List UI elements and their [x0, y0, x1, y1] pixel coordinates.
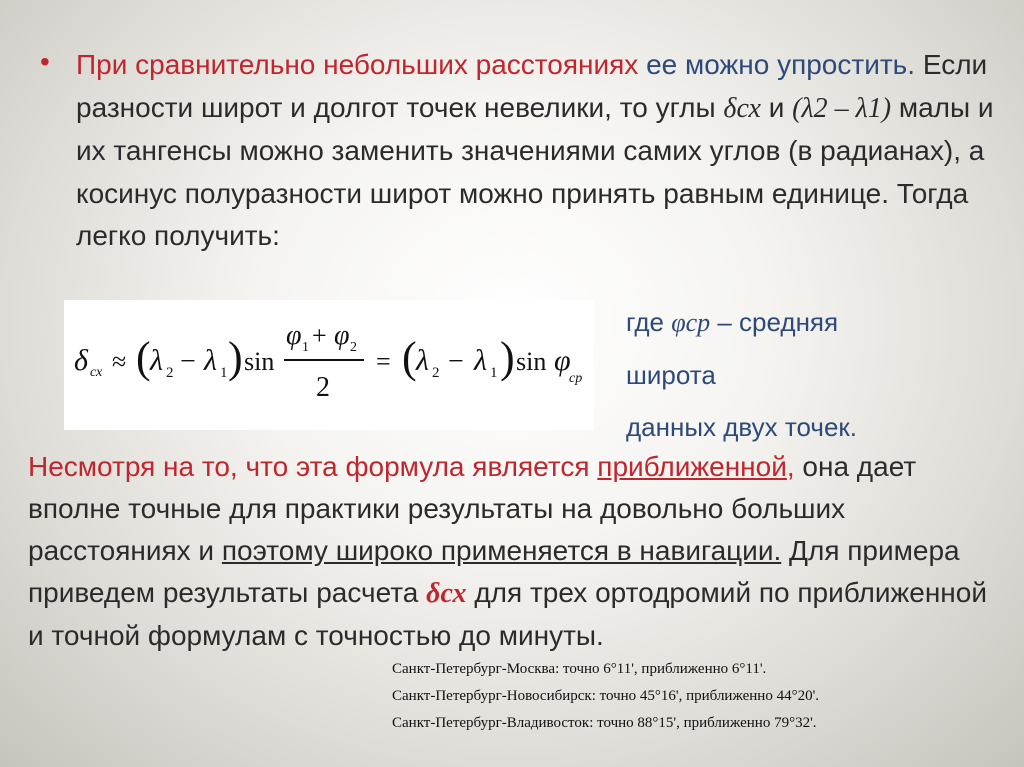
formula-phi-1: φ — [286, 320, 302, 351]
lambda-difference-symbol: (λ2 – λ1) — [792, 92, 892, 124]
formula-lambda-2b: λ — [416, 344, 429, 377]
conclusion-underlined: поэтому широко применяется в навигации. — [221, 535, 782, 566]
approximate-comma: , — [786, 451, 795, 482]
bullet-point: • — [40, 46, 50, 77]
result-line-novosibirsk: Санкт-Петербург-Новосибирск: точно 45°16', приближенно 44°20'. — [392, 688, 820, 704]
explanation-line-2: широта — [626, 360, 716, 390]
formula-denominator: 2 — [316, 372, 330, 403]
formula-lambda-1-sub: 1 — [220, 365, 228, 381]
formula-phi-cp-sub: ср — [569, 371, 583, 386]
formula-image — [64, 300, 594, 430]
formula-minus-1: − — [180, 346, 196, 377]
explanation-line-1 — [626, 296, 986, 349]
intro-blue-phrase: ее можно упростить. — [646, 49, 916, 80]
result-line-vladivostok: Санкт-Петербург-Владивосток: точно 88°15', приближенно 79°32'. — [392, 715, 817, 731]
formula-phi-cp: φ — [554, 344, 571, 377]
explanation-mean: – средняя — [717, 307, 839, 337]
formula-paren-open-2: ( — [402, 333, 417, 382]
intro-and: и — [768, 91, 785, 123]
formula-paren-close-2: ) — [500, 333, 515, 382]
formula-lambda-2-sub: 2 — [166, 365, 174, 381]
formula-sin-1: sin — [244, 347, 275, 376]
formula-phi-2: φ — [334, 320, 350, 351]
result-line-moscow: Санкт-Петербург-Москва: точно 6°11', приближенно 6°11'. — [392, 661, 767, 677]
conclusion-text-c: для трех ортодромий по приближенной и точной формулам с точностью до минуты. — [28, 577, 987, 651]
phi-cp-symbol: φср — [671, 308, 711, 337]
formula-approx: ≈ — [112, 347, 127, 376]
formula-equals: = — [376, 347, 391, 376]
formula-sin-2: sin — [516, 347, 547, 376]
formula-minus-2: − — [448, 346, 464, 377]
conclusion-text-a: она дает вполне точные для практики результаты на довольно больших расстояниях и — [28, 451, 917, 566]
intro-text-a: Если разности широт и долгот точек невелики, то углы — [76, 49, 988, 123]
intro-text-b: малы и их тангенсы можно заменить значениями самих углов (в радианах), а косинус полуразности широт можно принять равным единице. Тогда легко получить: — [76, 91, 994, 251]
formula-lambda-1: λ — [204, 344, 217, 377]
formula-lambda-2b-sub: 2 — [432, 365, 440, 381]
formula-plus: + — [312, 321, 327, 350]
formula-paren-open-1: ( — [136, 333, 151, 382]
formula-phi-2-sub: 2 — [350, 340, 357, 355]
conclusion-red-lead: Несмотря на то, что эта формула является — [28, 451, 590, 482]
conclusion-delta-symbol: δсх — [426, 578, 467, 609]
intro-red-lead: При сравнительно небольших расстояниях — [76, 49, 639, 80]
formula-lambda-1b: λ — [474, 344, 487, 377]
formula-lambda-2: λ — [150, 344, 163, 377]
approximate-word: приближенной — [597, 451, 787, 482]
intro-paragraph — [76, 44, 996, 258]
conclusion-text-b: Для примера приведем результаты расчета — [28, 535, 960, 608]
conclusion-paragraph — [28, 446, 988, 657]
calculation-results — [392, 656, 1012, 737]
formula-delta: δ — [74, 344, 88, 377]
formula-delta-sub: сх — [90, 365, 103, 380]
explanation-line-3: данных двух точек. — [626, 412, 858, 442]
formula-explanation — [626, 296, 986, 453]
explanation-where: где — [626, 307, 664, 337]
formula-phi-1-sub: 1 — [302, 340, 309, 355]
formula-paren-close-1: ) — [228, 333, 243, 382]
delta-symbol: δсх — [723, 92, 761, 124]
formula-lambda-1b-sub: 1 — [490, 365, 498, 381]
